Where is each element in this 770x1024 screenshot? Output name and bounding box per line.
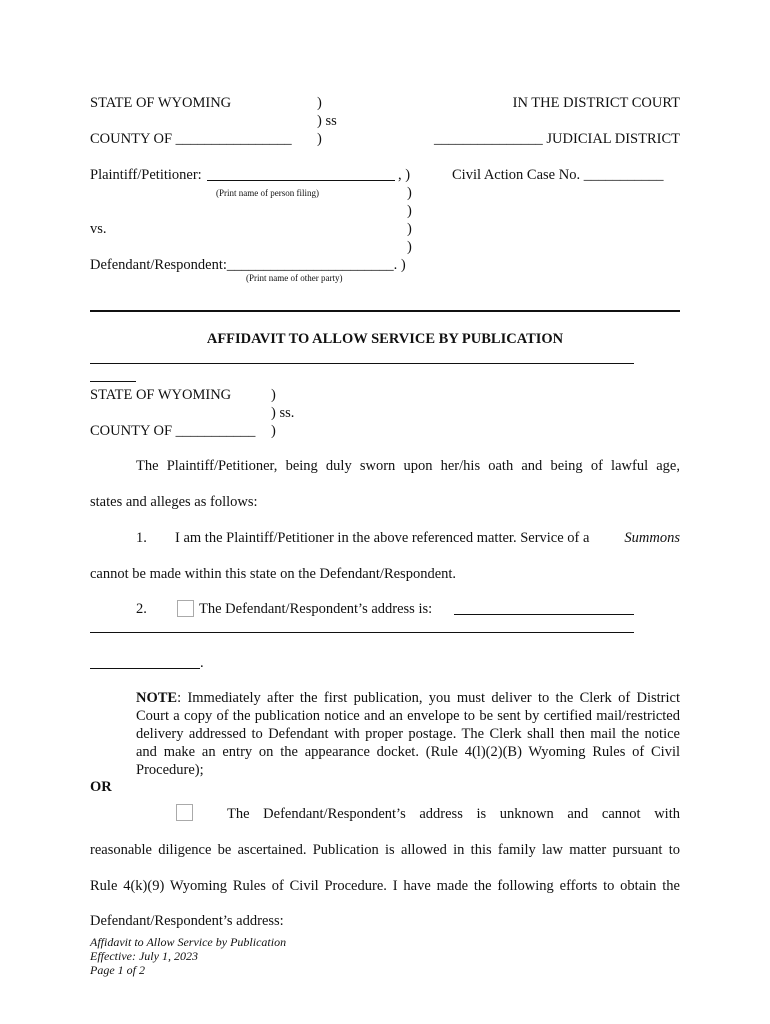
caption-state: STATE OF WYOMING <box>90 95 232 111</box>
footer-title: Affidavit to Allow Service by Publication <box>90 935 287 949</box>
print-name-other: (Print name of other party) <box>246 273 343 283</box>
address-known-checkbox[interactable] <box>177 600 194 617</box>
print-name-filing: (Print name of person filing) <box>216 188 319 198</box>
or-label: OR <box>90 779 112 795</box>
unknown-line-2: reasonable diligence be ascertained. Publication is allowed in this family law matter pursuant to <box>90 842 680 858</box>
note-text: : Immediately after the first publication, you must deliver to the Clerk of District Court a copy of the publication notice and an envelope to be sent by certified mail/restricted delivery addressed to Defendant with proper postage. The Clerk shall then mail the notice and make an entry on the appearance docket. (Rule 4(l)(2)(B) Wyoming Rules of Civil Procedure); <box>136 690 680 778</box>
address-line-1[interactable] <box>454 614 634 615</box>
address-line-3[interactable] <box>90 668 200 669</box>
caption-paren: ) <box>317 95 322 111</box>
item-1-summons: Summons <box>624 530 680 546</box>
item-1-number: 1. <box>136 530 147 546</box>
caption-paren: ) <box>407 239 412 255</box>
document-title: AFFIDAVIT TO ALLOW SERVICE BY PUBLICATION <box>206 331 564 347</box>
venue-paren: ) <box>271 423 276 439</box>
caption-ss: ) ss <box>317 113 337 129</box>
intro-line-1: The Plaintiff/Petitioner, being duly sworn upon her/his oath and being of lawful age, <box>136 458 680 474</box>
item-2-number: 2. <box>136 601 147 617</box>
venue-state: STATE OF WYOMING <box>90 387 232 403</box>
vs-label: vs. <box>90 221 107 237</box>
venue-county: COUNTY OF ___________ <box>90 423 256 439</box>
note-paragraph <box>136 689 680 779</box>
caption-paren: ) <box>407 221 412 237</box>
judicial-district: _______________ JUDICIAL DISTRICT <box>434 131 680 147</box>
defendant-label: Defendant/Respondent:_______________________. ) <box>90 257 406 273</box>
footer-effective: Effective: July 1, 2023 <box>90 949 198 963</box>
court-name: IN THE DISTRICT COURT <box>512 95 680 111</box>
note-label: NOTE <box>136 690 178 706</box>
caption-divider <box>90 310 680 312</box>
caption-paren: ) <box>407 203 412 219</box>
item-2-text: The Defendant/Respondent’s address is: <box>199 601 433 617</box>
unknown-line-3: Rule 4(k)(9) Wyoming Rules of Civil Procedure. I have made the following efforts to obtain the <box>90 878 680 894</box>
unknown-line-1: The Defendant/Respondent’s address is unknown and cannot with <box>227 806 680 822</box>
venue-paren: ) <box>271 387 276 403</box>
plaintiff-name-line[interactable] <box>207 180 395 181</box>
plaintiff-label: Plaintiff/Petitioner: <box>90 167 202 183</box>
footer-page: Page 1 of 2 <box>90 963 145 977</box>
venue-ss: ) ss. <box>271 405 295 421</box>
address-unknown-checkbox[interactable] <box>176 804 193 821</box>
address-period: . <box>200 655 204 671</box>
title-rule-short <box>90 381 136 382</box>
caption-paren: ) <box>317 131 322 147</box>
caption-county: COUNTY OF ________________ <box>90 131 292 147</box>
title-rule <box>90 363 634 364</box>
item-1-text: I am the Plaintiff/Petitioner in the above referenced matter. Service of a <box>175 530 590 546</box>
unknown-line-4: Defendant/Respondent’s address: <box>90 913 284 929</box>
item-1-line-2: cannot be made within this state on the Defendant/Respondent. <box>90 566 457 582</box>
caption-paren: ) <box>407 185 412 201</box>
intro-line-2: states and alleges as follows: <box>90 494 258 510</box>
civil-action-case-no: Civil Action Case No. ___________ <box>452 167 664 183</box>
address-line-2[interactable] <box>90 632 634 633</box>
plaintiff-suffix: , ) <box>398 167 411 183</box>
